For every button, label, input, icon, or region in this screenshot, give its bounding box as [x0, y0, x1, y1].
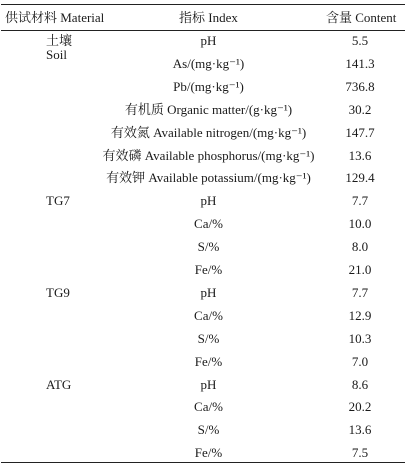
cell-index: Ca/% [194, 216, 223, 232]
cell-content: 30.2 [348, 101, 372, 117]
cell-index: pH [200, 376, 217, 392]
table-row [0, 328, 406, 350]
table-row [0, 419, 406, 441]
table-row [0, 167, 406, 189]
table-row [0, 259, 406, 281]
cell-index: pH [200, 33, 217, 48]
table-row [0, 236, 406, 258]
cell-content: 8.6 [351, 376, 369, 392]
cell-content: 10.3 [348, 330, 372, 346]
cell-index: 有效磷 Available phosphorus/(mg·kg⁻¹) [102, 147, 315, 163]
cell-index: 有效氮 Available nitrogen/(mg·kg⁻¹) [110, 124, 307, 140]
cell-content: 7.5 [351, 445, 369, 461]
cell-content: 129.4 [345, 170, 375, 186]
header-index: 指标 Index [179, 10, 238, 25]
cell-index: Fe/% [194, 445, 223, 461]
cell-index: pH [200, 193, 217, 209]
table-row [0, 351, 406, 373]
soil-english-label: Soil [46, 47, 67, 62]
cell-index: Fe/% [194, 353, 223, 369]
table-row [0, 213, 406, 235]
cell-index: As/(mg·kg⁻¹) [172, 55, 245, 71]
cell-content: 7.7 [351, 284, 369, 300]
cell-material: TG9 [46, 284, 70, 300]
cell-index: S/% [197, 239, 220, 255]
cell-index: pH [200, 284, 217, 300]
cell-index: Pb/(mg·kg⁻¹) [173, 78, 244, 94]
header-content: 含量 Content [326, 10, 397, 25]
cell-content: 7.7 [351, 193, 369, 209]
table-row [0, 122, 406, 144]
cell-content: 10.0 [348, 216, 372, 232]
table-row [0, 305, 406, 327]
cell-material: 土壤 [46, 33, 73, 48]
cell-content: 12.9 [348, 307, 372, 323]
cell-content: 5.5 [351, 33, 369, 48]
cell-index: Ca/% [194, 399, 223, 415]
cell-content: 141.3 [345, 55, 375, 71]
table-row [0, 374, 406, 396]
cell-content: 13.6 [348, 422, 372, 438]
header-material: 供试材料 Material [5, 10, 105, 25]
table-row [0, 282, 406, 304]
table-row [0, 442, 406, 464]
cell-content: 736.8 [345, 78, 375, 94]
cell-content: 21.0 [348, 262, 372, 277]
cell-content: 8.0 [351, 239, 369, 255]
cell-index: Ca/% [194, 307, 223, 323]
cell-index: 有机质 Organic matter/(g·kg⁻¹) [124, 101, 293, 117]
cell-index: S/% [197, 422, 220, 438]
cell-content: 13.6 [348, 147, 372, 163]
cell-index: Fe/% [194, 262, 223, 277]
table-top-rule [1, 4, 405, 5]
cell-content: 7.0 [351, 353, 369, 369]
table-row [0, 396, 406, 418]
table-row [0, 76, 406, 98]
table-row [0, 190, 406, 212]
cell-material: TG7 [46, 193, 70, 209]
table-row [0, 145, 406, 167]
cell-content: 147.7 [345, 124, 375, 140]
cell-index: S/% [197, 330, 220, 346]
cell-material: ATG [46, 376, 72, 392]
cell-index: 有效钾 Available potassium/(mg·kg⁻¹) [106, 170, 311, 186]
cell-content: 20.2 [348, 399, 372, 415]
table-row [0, 99, 406, 121]
